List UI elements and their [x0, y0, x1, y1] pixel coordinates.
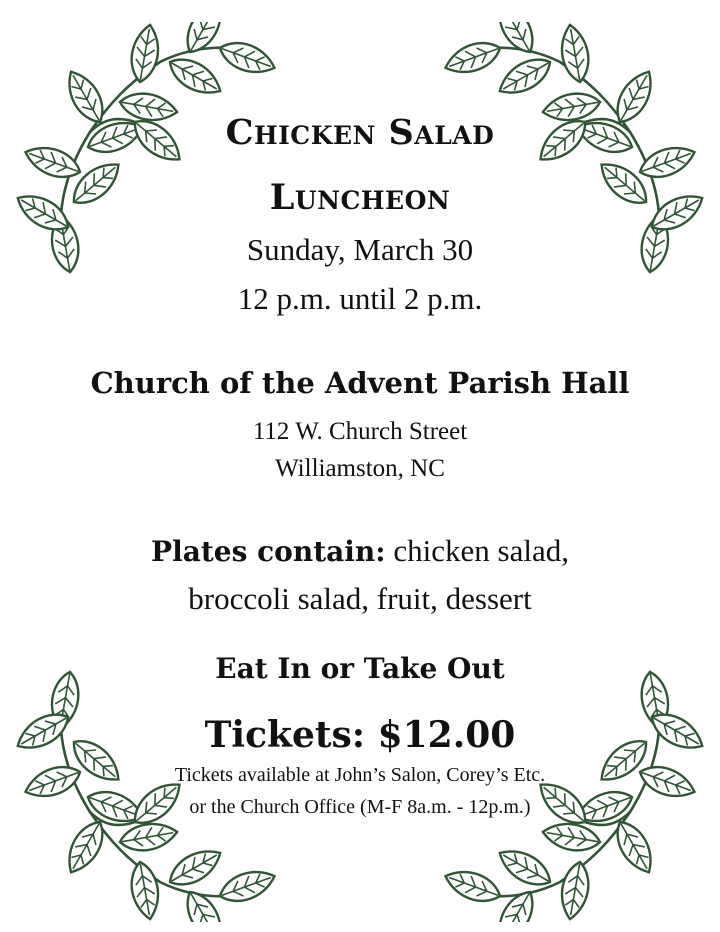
address-street: 112 W. Church Street [252, 418, 468, 445]
leafy-vine-icon [430, 662, 710, 922]
title-line-1: Chicken Salad [225, 112, 495, 153]
ticket-price: Tickets: $12.00 [204, 714, 516, 756]
availability-line-1: Tickets available at John’s Salon, Corey’s Etc. [174, 764, 546, 786]
plates-line-2: broccoli salad, fruit, dessert [188, 581, 532, 616]
plates-label: Plates contain: [151, 535, 386, 568]
service-options: Eat In or Take Out [215, 652, 505, 685]
event-time: 12 p.m. until 2 p.m. [237, 281, 483, 316]
leafy-vine-icon [10, 662, 290, 922]
venue-name: Church of the Advent Parish Hall [90, 366, 630, 400]
plates-line-1 [0, 533, 720, 569]
address-city: Williamston, NC [275, 455, 445, 482]
plates-items-1: chicken salad, [385, 533, 569, 568]
event-date: Sunday, March 30 [246, 232, 474, 267]
availability-line-2: or the Church Office (M-F 8a.m. - 12p.m.) [189, 796, 531, 818]
title-line-2: Luncheon [269, 177, 451, 218]
